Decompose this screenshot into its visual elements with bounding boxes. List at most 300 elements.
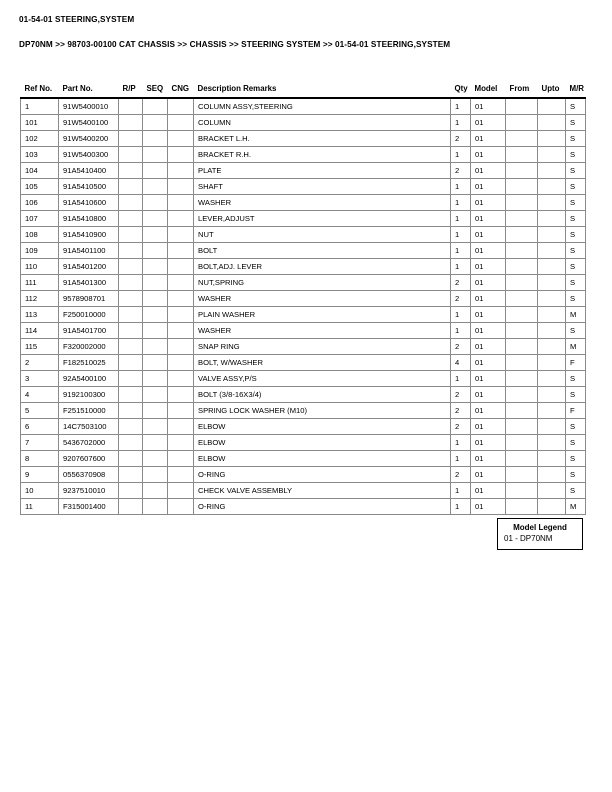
cell-cng	[168, 131, 194, 147]
cell-from	[506, 435, 538, 451]
model-legend-title: Model Legend	[513, 523, 567, 532]
cell-model: 01	[471, 339, 506, 355]
column-header-qty: Qty	[454, 84, 468, 93]
cell-mr: S	[566, 211, 586, 227]
cell-seq	[143, 419, 168, 435]
cell-from	[506, 163, 538, 179]
cell-from	[506, 243, 538, 259]
cell-from	[506, 451, 538, 467]
cell-desc: WASHER	[194, 323, 451, 339]
cell-part: 91A5401100	[59, 243, 119, 259]
cell-part: F182510025	[59, 355, 119, 371]
cell-ref: 109	[21, 243, 59, 259]
cell-seq	[143, 211, 168, 227]
column-header-cng: CNG	[171, 84, 190, 93]
column-header-from: From	[509, 84, 530, 93]
cell-seq	[143, 451, 168, 467]
cell-ref: 104	[21, 163, 59, 179]
cell-qty: 1	[451, 227, 471, 243]
cell-upto	[538, 403, 566, 419]
cell-cng	[168, 483, 194, 499]
cell-desc: COLUMN ASSY,STEERING	[194, 98, 451, 115]
cell-rp	[119, 115, 143, 131]
cell-model: 01	[471, 179, 506, 195]
cell-model: 01	[471, 131, 506, 147]
cell-seq	[143, 291, 168, 307]
cell-model: 01	[471, 211, 506, 227]
cell-mr: S	[566, 163, 586, 179]
cell-qty: 1	[451, 98, 471, 115]
table-row	[21, 131, 586, 147]
cell-part: 92A5400100	[59, 371, 119, 387]
cell-rp	[119, 451, 143, 467]
cell-cng	[168, 179, 194, 195]
cell-desc: WASHER	[194, 195, 451, 211]
cell-part: F315001400	[59, 499, 119, 515]
cell-cng	[168, 115, 194, 131]
cell-seq	[143, 195, 168, 211]
cell-qty: 2	[451, 387, 471, 403]
cell-upto	[538, 98, 566, 115]
cell-ref: 110	[21, 259, 59, 275]
cell-model: 01	[471, 451, 506, 467]
cell-cng	[168, 467, 194, 483]
cell-cng	[168, 339, 194, 355]
table-row	[21, 259, 586, 275]
cell-qty: 2	[451, 467, 471, 483]
cell-model: 01	[471, 227, 506, 243]
cell-upto	[538, 419, 566, 435]
cell-mr: S	[566, 419, 586, 435]
cell-model: 01	[471, 483, 506, 499]
cell-model: 01	[471, 291, 506, 307]
table-row	[21, 243, 586, 259]
cell-ref: 102	[21, 131, 59, 147]
cell-upto	[538, 179, 566, 195]
cell-cng	[168, 419, 194, 435]
cell-rp	[119, 195, 143, 211]
cell-upto	[538, 451, 566, 467]
cell-qty: 2	[451, 131, 471, 147]
cell-mr: S	[566, 483, 586, 499]
cell-from	[506, 323, 538, 339]
table-row	[21, 499, 586, 515]
cell-upto	[538, 307, 566, 323]
cell-cng	[168, 499, 194, 515]
cell-part: 91A5410800	[59, 211, 119, 227]
cell-upto	[538, 259, 566, 275]
cell-seq	[143, 499, 168, 515]
cell-model: 01	[471, 259, 506, 275]
cell-upto	[538, 195, 566, 211]
cell-mr: S	[566, 115, 586, 131]
cell-model: 01	[471, 115, 506, 131]
cell-ref: 3	[21, 371, 59, 387]
cell-ref: 105	[21, 179, 59, 195]
cell-cng	[168, 147, 194, 163]
column-header-ref-no: Ref No.	[24, 84, 53, 93]
cell-mr: S	[566, 147, 586, 163]
table-row	[21, 355, 586, 371]
cell-part: 9237510010	[59, 483, 119, 499]
cell-mr: S	[566, 131, 586, 147]
cell-upto	[538, 371, 566, 387]
cell-ref: 5	[21, 403, 59, 419]
table-row	[21, 291, 586, 307]
cell-desc: ELBOW	[194, 435, 451, 451]
cell-model: 01	[471, 403, 506, 419]
cell-from	[506, 419, 538, 435]
cell-rp	[119, 307, 143, 323]
cell-model: 01	[471, 419, 506, 435]
table-row	[21, 403, 586, 419]
cell-seq	[143, 163, 168, 179]
cell-cng	[168, 387, 194, 403]
cell-upto	[538, 115, 566, 131]
cell-upto	[538, 131, 566, 147]
cell-seq	[143, 227, 168, 243]
cell-ref: 112	[21, 291, 59, 307]
cell-upto	[538, 147, 566, 163]
cell-cng	[168, 195, 194, 211]
table-row	[21, 115, 586, 131]
cell-cng	[168, 275, 194, 291]
cell-mr: S	[566, 467, 586, 483]
cell-part: 91A5410600	[59, 195, 119, 211]
cell-rp	[119, 211, 143, 227]
cell-upto	[538, 355, 566, 371]
cell-from	[506, 147, 538, 163]
cell-rp	[119, 179, 143, 195]
column-header-upto: Upto	[541, 84, 560, 93]
cell-cng	[168, 227, 194, 243]
cell-desc: LEVER,ADJUST	[194, 211, 451, 227]
cell-mr: S	[566, 195, 586, 211]
cell-qty: 1	[451, 179, 471, 195]
cell-from	[506, 371, 538, 387]
cell-desc: SPRING LOCK WASHER (M10)	[194, 403, 451, 419]
cell-seq	[143, 131, 168, 147]
cell-mr: S	[566, 291, 586, 307]
cell-from	[506, 115, 538, 131]
cell-qty: 2	[451, 339, 471, 355]
cell-part: F251510000	[59, 403, 119, 419]
cell-qty: 4	[451, 355, 471, 371]
cell-model: 01	[471, 435, 506, 451]
cell-from	[506, 131, 538, 147]
cell-upto	[538, 483, 566, 499]
cell-mr: S	[566, 451, 586, 467]
cell-rp	[119, 435, 143, 451]
cell-mr: F	[566, 403, 586, 419]
cell-rp	[119, 419, 143, 435]
table-row	[21, 227, 586, 243]
cell-seq	[143, 98, 168, 115]
cell-part: 0556370908	[59, 467, 119, 483]
cell-mr: S	[566, 227, 586, 243]
cell-from	[506, 483, 538, 499]
cell-qty: 1	[451, 371, 471, 387]
cell-seq	[143, 307, 168, 323]
cell-upto	[538, 339, 566, 355]
cell-from	[506, 195, 538, 211]
cell-seq	[143, 243, 168, 259]
cell-part: 91W5400100	[59, 115, 119, 131]
cell-rp	[119, 483, 143, 499]
cell-cng	[168, 163, 194, 179]
table-row	[21, 98, 586, 115]
cell-upto	[538, 163, 566, 179]
cell-upto	[538, 467, 566, 483]
cell-seq	[143, 467, 168, 483]
table-row	[21, 163, 586, 179]
cell-part: 91A5410400	[59, 163, 119, 179]
cell-upto	[538, 275, 566, 291]
cell-qty: 1	[451, 483, 471, 499]
table-row	[21, 371, 586, 387]
cell-seq	[143, 147, 168, 163]
cell-qty: 2	[451, 403, 471, 419]
cell-model: 01	[471, 275, 506, 291]
cell-cng	[168, 323, 194, 339]
cell-part: 91A5401700	[59, 323, 119, 339]
cell-cng	[168, 211, 194, 227]
cell-model: 01	[471, 98, 506, 115]
cell-desc: PLATE	[194, 163, 451, 179]
cell-rp	[119, 259, 143, 275]
cell-rp	[119, 163, 143, 179]
cell-seq	[143, 115, 168, 131]
cell-qty: 1	[451, 243, 471, 259]
cell-from	[506, 403, 538, 419]
cell-ref: 113	[21, 307, 59, 323]
cell-desc: BOLT,ADJ. LEVER	[194, 259, 451, 275]
cell-seq	[143, 275, 168, 291]
cell-mr: F	[566, 355, 586, 371]
cell-from	[506, 499, 538, 515]
cell-model: 01	[471, 243, 506, 259]
cell-part: 91A5410900	[59, 227, 119, 243]
cell-seq	[143, 371, 168, 387]
cell-qty: 1	[451, 323, 471, 339]
cell-cng	[168, 403, 194, 419]
cell-desc: BOLT, W/WASHER	[194, 355, 451, 371]
cell-qty: 1	[451, 435, 471, 451]
cell-desc: NUT,SPRING	[194, 275, 451, 291]
cell-ref: 8	[21, 451, 59, 467]
table-row	[21, 179, 586, 195]
cell-cng	[168, 435, 194, 451]
table-row	[21, 339, 586, 355]
cell-ref: 106	[21, 195, 59, 211]
cell-rp	[119, 499, 143, 515]
cell-upto	[538, 387, 566, 403]
cell-mr: M	[566, 307, 586, 323]
cell-part: 91A5401200	[59, 259, 119, 275]
cell-desc: VALVE ASSY,P/S	[194, 371, 451, 387]
cell-ref: 111	[21, 275, 59, 291]
column-header-model: Model	[474, 84, 498, 93]
cell-upto	[538, 435, 566, 451]
cell-part: 91W5400200	[59, 131, 119, 147]
cell-rp	[119, 403, 143, 419]
table-row	[21, 195, 586, 211]
cell-from	[506, 355, 538, 371]
cell-cng	[168, 291, 194, 307]
model-legend-entry: 01 - DP70NM	[504, 534, 553, 543]
cell-seq	[143, 483, 168, 499]
column-header-part-no: Part No.	[62, 84, 93, 93]
cell-mr: S	[566, 275, 586, 291]
cell-desc: O-RING	[194, 499, 451, 515]
cell-desc: BOLT (3/8-16X3/4)	[194, 387, 451, 403]
cell-model: 01	[471, 147, 506, 163]
cell-desc: BRACKET L.H.	[194, 131, 451, 147]
table-row	[21, 147, 586, 163]
column-header-seq: SEQ	[146, 84, 164, 93]
cell-ref: 103	[21, 147, 59, 163]
page-title: 01-54-01 STEERING,SYSTEM	[19, 15, 135, 24]
cell-ref: 7	[21, 435, 59, 451]
table-row	[21, 451, 586, 467]
cell-part: F250010000	[59, 307, 119, 323]
cell-model: 01	[471, 195, 506, 211]
cell-part: 91W5400300	[59, 147, 119, 163]
table-row	[21, 483, 586, 499]
cell-rp	[119, 291, 143, 307]
cell-mr: M	[566, 339, 586, 355]
parts-table-head	[21, 84, 586, 98]
cell-ref: 9	[21, 467, 59, 483]
cell-part: F320002000	[59, 339, 119, 355]
cell-desc: PLAIN WASHER	[194, 307, 451, 323]
cell-cng	[168, 371, 194, 387]
cell-part: 9192100300	[59, 387, 119, 403]
model-legend-box	[497, 518, 583, 550]
cell-qty: 1	[451, 115, 471, 131]
cell-part: 91W5400010	[59, 98, 119, 115]
cell-rp	[119, 339, 143, 355]
cell-desc: BOLT	[194, 243, 451, 259]
cell-from	[506, 227, 538, 243]
cell-model: 01	[471, 323, 506, 339]
parts-table-body	[21, 98, 586, 515]
cell-mr: S	[566, 371, 586, 387]
cell-cng	[168, 355, 194, 371]
column-header-mr: M/R	[569, 84, 584, 93]
cell-model: 01	[471, 163, 506, 179]
cell-cng	[168, 98, 194, 115]
breadcrumb: DP70NM >> 98703-00100 CAT CHASSIS >> CHASSIS >> STEERING SYSTEM >> 01-54-01 STEERING,SYSTEM	[19, 40, 451, 49]
cell-qty: 1	[451, 147, 471, 163]
cell-cng	[168, 451, 194, 467]
cell-mr: M	[566, 499, 586, 515]
cell-mr: S	[566, 259, 586, 275]
cell-part: 9207607600	[59, 451, 119, 467]
cell-seq	[143, 435, 168, 451]
cell-qty: 1	[451, 499, 471, 515]
cell-model: 01	[471, 387, 506, 403]
cell-from	[506, 98, 538, 115]
cell-mr: S	[566, 243, 586, 259]
table-row	[21, 307, 586, 323]
cell-rp	[119, 355, 143, 371]
cell-mr: S	[566, 435, 586, 451]
cell-ref: 108	[21, 227, 59, 243]
cell-qty: 1	[451, 259, 471, 275]
cell-rp	[119, 227, 143, 243]
table-row	[21, 419, 586, 435]
cell-seq	[143, 179, 168, 195]
cell-ref: 2	[21, 355, 59, 371]
cell-rp	[119, 323, 143, 339]
cell-rp	[119, 243, 143, 259]
cell-desc: SNAP RING	[194, 339, 451, 355]
cell-from	[506, 467, 538, 483]
cell-ref: 4	[21, 387, 59, 403]
cell-desc: SHAFT	[194, 179, 451, 195]
cell-upto	[538, 227, 566, 243]
table-row	[21, 387, 586, 403]
cell-rp	[119, 371, 143, 387]
cell-desc: NUT	[194, 227, 451, 243]
cell-desc: ELBOW	[194, 419, 451, 435]
cell-model: 01	[471, 307, 506, 323]
cell-model: 01	[471, 467, 506, 483]
table-row	[21, 467, 586, 483]
column-header-description-remarks: Description Remarks	[197, 84, 277, 93]
cell-from	[506, 179, 538, 195]
cell-rp	[119, 98, 143, 115]
cell-seq	[143, 323, 168, 339]
table-row	[21, 211, 586, 227]
table-row	[21, 323, 586, 339]
cell-from	[506, 339, 538, 355]
cell-qty: 2	[451, 419, 471, 435]
cell-upto	[538, 291, 566, 307]
cell-ref: 1	[21, 98, 59, 115]
cell-ref: 10	[21, 483, 59, 499]
cell-upto	[538, 499, 566, 515]
cell-qty: 1	[451, 307, 471, 323]
cell-ref: 114	[21, 323, 59, 339]
cell-qty: 2	[451, 275, 471, 291]
cell-ref: 107	[21, 211, 59, 227]
cell-desc: COLUMN	[194, 115, 451, 131]
cell-model: 01	[471, 371, 506, 387]
table-row	[21, 435, 586, 451]
cell-seq	[143, 387, 168, 403]
cell-upto	[538, 323, 566, 339]
cell-mr: S	[566, 179, 586, 195]
cell-desc: ELBOW	[194, 451, 451, 467]
cell-part: 14C7503100	[59, 419, 119, 435]
cell-from	[506, 211, 538, 227]
table-row	[21, 275, 586, 291]
parts-table-container	[20, 84, 585, 515]
cell-part: 91A5401300	[59, 275, 119, 291]
cell-from	[506, 307, 538, 323]
cell-upto	[538, 211, 566, 227]
cell-from	[506, 259, 538, 275]
cell-ref: 101	[21, 115, 59, 131]
cell-from	[506, 291, 538, 307]
cell-qty: 1	[451, 211, 471, 227]
cell-qty: 1	[451, 451, 471, 467]
cell-rp	[119, 275, 143, 291]
cell-part: 91A5410500	[59, 179, 119, 195]
cell-cng	[168, 259, 194, 275]
